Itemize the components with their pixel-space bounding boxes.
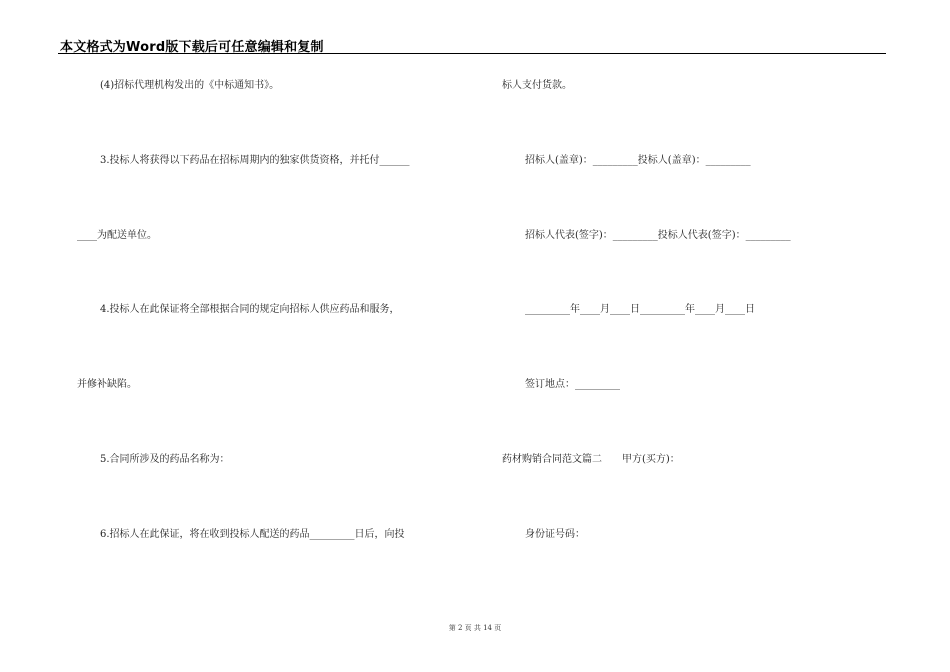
left-line-5: 并修补缺陷。 bbox=[77, 379, 137, 390]
left-line-4: 4.投标人在此保证将全部根据合同的规定向招标人供应药品和服务， bbox=[100, 304, 400, 315]
left-line-1: (4)招标代理机构发出的《中标通知书》。 bbox=[100, 80, 280, 91]
right-line-2: 招标人(盖章)：_________投标人(盖章)：_________ bbox=[525, 155, 751, 166]
right-line-3: 招标人代表(签字)：_________投标人代表(签字)：_________ bbox=[525, 230, 791, 241]
right-line-4: _________年____月____日_________年____月____日 bbox=[525, 304, 755, 315]
right-line-5: 签订地点：_________ bbox=[525, 379, 620, 390]
page-header-title: 本文格式为Word版下载后可任意编辑和复制 bbox=[60, 40, 324, 55]
header-divider bbox=[58, 53, 886, 54]
left-line-2: 3.投标人将获得以下药品在招标周期内的独家供货资格，并托付______ bbox=[100, 155, 410, 166]
right-line-7: 身份证号码： bbox=[525, 529, 585, 540]
page-number-footer: 第 2 页 共 14 页 bbox=[448, 624, 502, 632]
left-line-7: 6.招标人在此保证，将在收到投标人配送的药品_________日后，向投 bbox=[100, 529, 405, 540]
right-line-6: 药材购销合同范文篇二 甲方(买方)： bbox=[502, 454, 680, 465]
left-line-3: ____为配送单位。 bbox=[77, 230, 157, 241]
right-line-1: 标人支付货款。 bbox=[502, 80, 572, 91]
left-line-6: 5.合同所涉及的药品名称为： bbox=[100, 454, 230, 465]
